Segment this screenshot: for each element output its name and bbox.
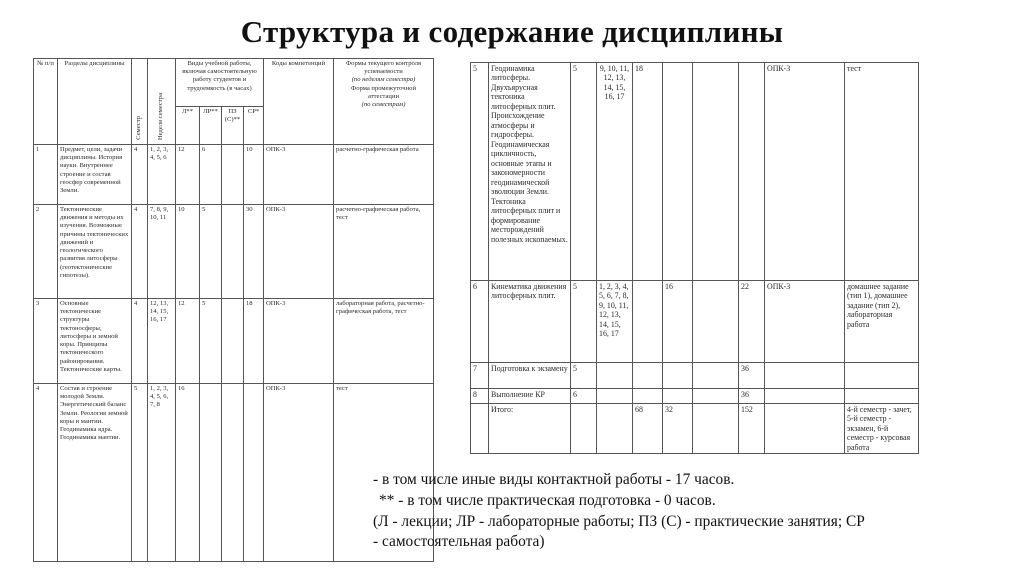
row-semester: 4: [132, 205, 148, 299]
row-form: [845, 363, 919, 389]
table-row: [471, 63, 919, 281]
row-pz: [693, 404, 739, 454]
row-section: Выполнение КР: [489, 389, 571, 404]
table-row: [34, 145, 434, 205]
header-work-types: Виды учебной работы, включая самостоятельную работу студентов и трудоемкость (в часах): [176, 59, 264, 107]
row-weeks: 7, 8, 9, 10, 11: [148, 205, 176, 299]
header-l: Л**: [176, 107, 200, 145]
row-num: 1: [34, 145, 58, 205]
row-weeks: 12, 13, 14, 15, 16, 17: [148, 299, 176, 384]
row-l: 10: [176, 205, 200, 299]
table-row-total: [471, 404, 919, 454]
row-l: 18: [633, 63, 663, 281]
row-l: [633, 389, 663, 404]
row-l: 16: [176, 384, 200, 562]
table-row: [471, 281, 919, 363]
table-row: [471, 389, 919, 404]
row-pz: [693, 281, 739, 363]
row-semester: 5: [571, 281, 597, 363]
row-num: 6: [471, 281, 489, 363]
row-sr: 18: [244, 299, 264, 384]
row-semester: 5: [571, 363, 597, 389]
row-section: Предмет, цели, задачи дисциплины. История науки. Внутреннее строение и состав геосфер современной Земли.: [58, 145, 132, 205]
row-pz: [222, 145, 244, 205]
header-week: Неделя семестра: [157, 92, 165, 140]
row-weeks: [597, 389, 633, 404]
row-num: [471, 404, 489, 454]
row-lr: [663, 389, 693, 404]
row-l: 12: [176, 145, 200, 205]
footnote-line-2: ** - в том числе практическая подготовка - 0 часов.: [379, 491, 716, 509]
row-l: 12: [176, 299, 200, 384]
row-code: ОПК-3: [765, 63, 845, 281]
row-form: расчетно-графическая работа: [334, 145, 434, 205]
page-title: Структура и содержание дисциплины: [240, 14, 784, 49]
row-num: 3: [34, 299, 58, 384]
table-row: [471, 363, 919, 389]
row-semester: 4: [132, 145, 148, 205]
row-sr: 152: [739, 404, 765, 454]
row-code: ОПК-3: [264, 384, 334, 562]
row-lr: [663, 63, 693, 281]
row-semester: 6: [571, 389, 597, 404]
row-sr: 36: [739, 389, 765, 404]
footnotes: [373, 470, 1013, 553]
row-code: ОПК-3: [264, 145, 334, 205]
row-code: [765, 363, 845, 389]
discipline-table-part-2: [470, 62, 919, 454]
row-lr: [200, 384, 222, 562]
row-sr: 22: [739, 281, 765, 363]
row-code: ОПК-3: [264, 205, 334, 299]
row-code: ОПК-3: [765, 281, 845, 363]
row-l: [633, 281, 663, 363]
row-semester: 4: [132, 299, 148, 384]
row-form: [845, 389, 919, 404]
footnote-line-3: (Л - лекции; ЛР - лабораторные работы; ПЗ (С) - практические занятия; СР: [373, 512, 865, 530]
row-code: [765, 389, 845, 404]
row-num: 4: [34, 384, 58, 562]
row-form: лабораторная работа, расчетно-графическая работа, тест: [334, 299, 434, 384]
footnote-line-4: - самостоятельная работа): [373, 533, 545, 551]
header-forms-main: Формы текущего контроля успеваемости: [345, 60, 422, 76]
row-l: 68: [633, 404, 663, 454]
row-section: Состав и строение молодой Земли. Энергетический баланс Земли. Реология земной коры и мантии. Геодинамика ядра. Геодинамика мантии.: [58, 384, 132, 562]
row-weeks: 1, 2, 3, 4, 5, 6: [148, 145, 176, 205]
row-pz: [693, 389, 739, 404]
header-codes: Коды компетенций: [264, 59, 334, 145]
row-section: Основные тектонические структуры тектоносферы, литосферы и земной коры. Принципы тектонического районирования. Тектонические карты.: [58, 299, 132, 384]
row-num: 7: [471, 363, 489, 389]
row-sr: [739, 63, 765, 281]
header-forms: [334, 59, 434, 145]
row-pz: [693, 363, 739, 389]
row-weeks: 1, 2, 3, 4, 5, 6, 7, 8: [148, 384, 176, 562]
header-section: Разделы дисциплины: [58, 59, 132, 145]
header-pz: ПЗ (С)**: [222, 107, 244, 145]
header-forms-week: (по неделям семестра): [351, 76, 416, 84]
row-form: 4-й семестр - зачет, 5-й семестр - экзамен, 6-й семестр - курсовая работа: [845, 404, 919, 454]
footnote-line-1: - в том числе иные виды контактной работы - 17 часов.: [373, 471, 735, 488]
row-sr: 36: [739, 363, 765, 389]
row-lr: 5: [200, 299, 222, 384]
header-forms-mid: Форма промежуточной аттестации: [351, 84, 416, 100]
row-lr: 16: [663, 281, 693, 363]
row-sr: 10: [244, 145, 264, 205]
row-lr: 32: [663, 404, 693, 454]
row-form: тест: [845, 63, 919, 281]
row-lr: 6: [200, 145, 222, 205]
row-section: Подготовка к экзамену: [489, 363, 571, 389]
row-pz: [222, 299, 244, 384]
row-section: Итого:: [489, 404, 571, 454]
table-row: [34, 299, 434, 384]
row-num: 8: [471, 389, 489, 404]
row-lr: [663, 363, 693, 389]
row-section: Тектонические движения и методы их изучения. Возможные причины тектонических движений и геологического развития литосферы (геотектонические гипотезы).: [58, 205, 132, 299]
row-semester: 5: [132, 384, 148, 562]
header-lr: ЛР**: [200, 107, 222, 145]
row-pz: [693, 63, 739, 281]
row-form: тест: [334, 384, 434, 562]
row-form: расчетно-графическая работа, тест: [334, 205, 434, 299]
row-num: 5: [471, 63, 489, 281]
row-weeks: 1, 2, 3, 4, 5, 6, 7, 8, 9, 10, 11, 12, 13, 14, 15, 16, 17: [597, 281, 633, 363]
row-code: ОПК-3: [264, 299, 334, 384]
row-code: [765, 404, 845, 454]
row-lr: 5: [200, 205, 222, 299]
row-weeks: [597, 404, 633, 454]
row-pz: [222, 384, 244, 562]
row-semester: 5: [571, 63, 597, 281]
row-form: домашнее задание (тип 1), домашнее задание (тип 2), лабораторная работа: [845, 281, 919, 363]
header-num: № п/п: [34, 59, 58, 145]
row-section: Геодинамика литосферы. Двухъярусная тектоника литосферных плит. Происхождение атмосферы и гидросферы. Геодинамическая цикличность, основные этапы и закономерности геодинамической эволюции Земли. Тектоника литосферных плит и формирование месторождений полезных ископаемых.: [489, 63, 571, 281]
row-weeks: [597, 363, 633, 389]
row-weeks: 9, 10, 11, 12, 13, 14, 15, 16, 17: [597, 63, 633, 281]
row-num: 2: [34, 205, 58, 299]
row-pz: [222, 205, 244, 299]
row-section: Кинематика движения литосферных плит.: [489, 281, 571, 363]
row-sr: 30: [244, 205, 264, 299]
row-l: [633, 363, 663, 389]
table-row: [34, 205, 434, 299]
row-sr: [244, 384, 264, 562]
header-semester: Семестр: [135, 115, 143, 140]
header-sr: СР*: [244, 107, 264, 145]
row-semester: [571, 404, 597, 454]
header-forms-sem: (по семестрам): [361, 101, 406, 109]
